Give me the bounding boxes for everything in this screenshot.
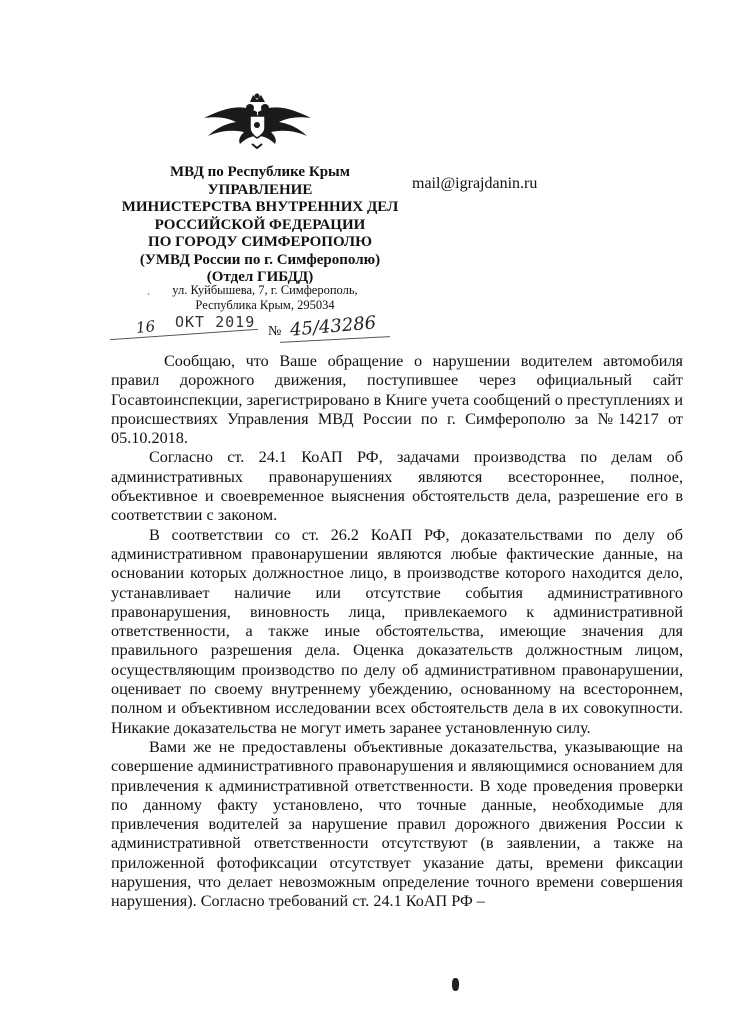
handwritten-day: 16	[135, 317, 156, 337]
recipient-email: mail@igrajdanin.ru	[412, 175, 538, 192]
address-line: ул. Куйбышева, 7, г. Симферополь,	[172, 283, 358, 297]
paragraph: Согласно ст. 24.1 КоАП РФ, задачами производства по делам об административных правонарушениях являются всестороннее, полное, объективное и своевременное выяснения обстоятельств дела, разрешение его в соответствии с законом.	[111, 448, 683, 525]
letter-body	[111, 352, 683, 912]
stamp-date: ОКТ 2019	[175, 313, 256, 331]
organization-address	[155, 283, 375, 313]
paragraph: Вами же не предоставлены объективные доказательства, указывающие на совершение административного правонарушения и являющимися основанием для привлечения к административной ответственности. В ходе проведения проверки по данному факту установлено, что точные данные, необходимые для привлечения водителей за нарушение правил дорожного движения России к административной ответственности отсутствуют (в заявлении, а также на приложенной фотофиксации отсутствует указание даты, времени фиксации нарушения, что делает невозможным определение точного времени совершения нарушения). Согласно требований ст. 24.1 КоАП РФ –	[111, 737, 683, 911]
header-line: МИНИСТЕРСТВА ВНУТРЕННИХ ДЕЛ	[121, 199, 399, 215]
handwritten-number: 45/43286	[289, 312, 377, 341]
stray-mark: `	[147, 293, 151, 304]
address-line: Республика Крым, 295034	[195, 298, 335, 312]
header-line: МВД по Республике Крым	[170, 164, 350, 180]
mvd-emblem-icon	[200, 92, 315, 150]
header-line: УПРАВЛЕНИЕ	[207, 181, 313, 198]
header-line: (УМВД России по г. Симферополю)	[139, 251, 381, 268]
paragraph: Сообщаю, что Ваше обращение о нарушении водителем автомобиля правил дорожного движения, поступившее через официальный сайт Госавтоинспекции, зарегистрировано в Книге учета сообщений о преступлениях и происшествиях Управления МВД России по г. Симферополю за №14217 от 05.10.2018.	[111, 352, 683, 448]
number-label: №	[268, 324, 282, 339]
header-line: (Отдел ГИБДД)	[206, 269, 314, 285]
scan-speck	[452, 978, 459, 991]
organization-header	[110, 164, 410, 287]
paragraph: В соответствии со ст. 26.2 КоАП РФ, доказательствами по делу об административном правонарушении являются любые фактические данные, на основании которых должностное лицо, в производстве которого находится дело, устанавливает наличие или отсутствие события административного правонарушения, виновность лица, привлекаемого к административной ответственности, а также иные обстоятельства, имеющие значения для правильного разрешения дела. Оценка доказательств должностным лицом, осуществляющим производство по делу об административном правонарушении, оценивает по своему внутреннему убеждению, основанному на всестороннем, полном и объективном исследовании всех обстоятельств дела в их совокупности. Никакие доказательства не могут иметь заранее установленную силу.	[111, 525, 683, 737]
header-line: РОССИЙСКОЙ ФЕДЕРАЦИИ	[154, 216, 366, 233]
header-line: ПО ГОРОДУ СИМФЕРОПОЛЮ	[148, 234, 372, 250]
